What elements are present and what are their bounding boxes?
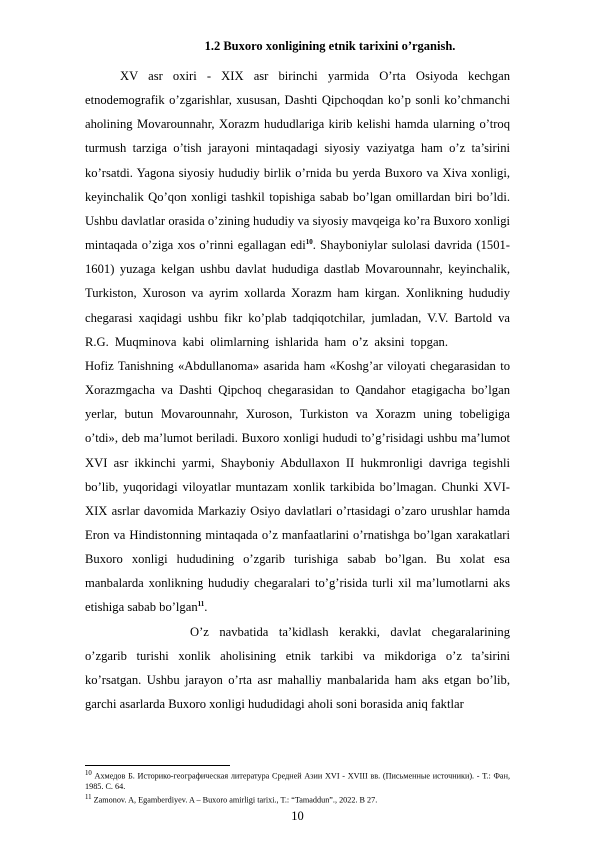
footnote-11: [85, 793, 510, 806]
paragraph-1: [85, 64, 510, 620]
footnote-separator: [85, 765, 230, 766]
footnote-10: [85, 769, 510, 793]
footnote-ref-10[interactable]: 10: [305, 237, 313, 246]
page-number: 10: [291, 809, 304, 823]
footnote-number: 11: [85, 793, 92, 801]
paragraph-1-text-b: . Shayboniylar sulolasi davrida (1501-1601) yuzaga kelgan ushbu davlat hududiga dastlab Movarounnahr, keyinchalik, Turkiston, Xuroson va ayrim xollarda Xorazm ham kirgan. Xonlikning hududiy chegarasi xaqidagi ushbu fikr ko’plab tadqiqotchilar, jumladan, V.V. Bartold va R.G. Muqminova kabi olimlarning ishlarida ham o’z aksini topgan.: [85, 238, 510, 349]
footnote-text: Ахмедов Б. Историко-географическая литература Средней Азии XVI - XVIII вв. (Письменные источники). - Т.: Фан, 1985. С. 64.: [85, 771, 510, 792]
paragraph-1-text-d: .: [204, 600, 208, 615]
section-heading: 1.2 Buxoro xonligining etnik tarixini o’rganish.: [204, 39, 456, 53]
paragraph-1-text-a: XV asr oxiri - XIX asr birinchi yarmida O’rta Osiyoda kechgan etnodemografik o’zgarishlar, xususan, Dashti Qipchoqdan ko’p sonli ko’chmanchi aholining Movarounnahr, Xorazm hududlariga kirib kelishi hamda ularning o’troq turmush tarziga o’tish jarayoni mintaqadagi siyosiy vaziyatga ham o’z ta’sirini ko’rsatdi. Yagona siyosiy hududiy birlik o’rnida bu yerda Buxoro va Xiva xonligi, keyinchalik Qo’qon xonligi tashkil topishiga sabab bo’lgan omillardan biri bo’ldi. Ushbu davlatlar orasida o’zining hududiy va siyosiy mavqeiga ko’ra Buxoro xonligi mintaqada o’ziga xos o’rinni egallagan edi: [85, 69, 510, 253]
footnote-ref-11[interactable]: 11: [197, 600, 205, 609]
paragraph-1-text-c: Hofiz Tanishning «Abdullanoma» asarida ham «Koshg’ar viloyati chegarasidan to Xorazmgacha va Dashti Qipchoq chegarasidan to Qandahor etagigacha bo’lgan yerlar, butun Movarounnahr, Xuroson, Turkiston va Xorazm uning tobeligiga o’tdi», deb ma’lumot beriladi. Buxoro xonligi hududi to’g’risidagi ushbu ma’lumot XVI asr ikkinchi yarmi, Shayboniy Abdullaxon II hukmronligi davriga tegishli bo’lib, yuqoridagi viloyatlar muntazam xonlik tarkibida bo’lmagan. Chunki XVI-XIX asrlar davomida Markaziy Osiyo davlatlari o’rtasidagi o’zaro urushlar hamda Eron va Hindistonning mintaqada o’z manfaatlarini o’rnatishga bo’lgan xarakatlari Buxoro xonligi hududining o’zgarib turishiga sabab bo’lgan. Bu xolat esa manbalarda xonlikning hududiy chegaralari to’g’risida turli xil ma’lumotlarni aks etishiga sabab bo’lgan: [85, 358, 510, 615]
footnote-number: 10: [85, 770, 92, 777]
footnote-text: Zamonov. A, Egamberdiyev. A – Buxoro amirligi tarixi., T.: “Tamaddun”., 2022. B 27.: [91, 795, 378, 805]
paragraph-2: O’z navbatida ta’kidlash kerakki, davlat chegaralarining o’zgarib turishi xonlik aholisining etnik tarkibi va mikdoriga o’z ta’sirini ko’rsatgan. Ushbu jarayon o’rta asr mahalliy manbalarida ham aks etgan bo’lib, garchi asarlarda Buxoro xonligi hududidagi aholi soni borasida aniq faktlar: [85, 624, 510, 712]
footnotes: [85, 769, 510, 806]
body-text: [85, 64, 510, 716]
